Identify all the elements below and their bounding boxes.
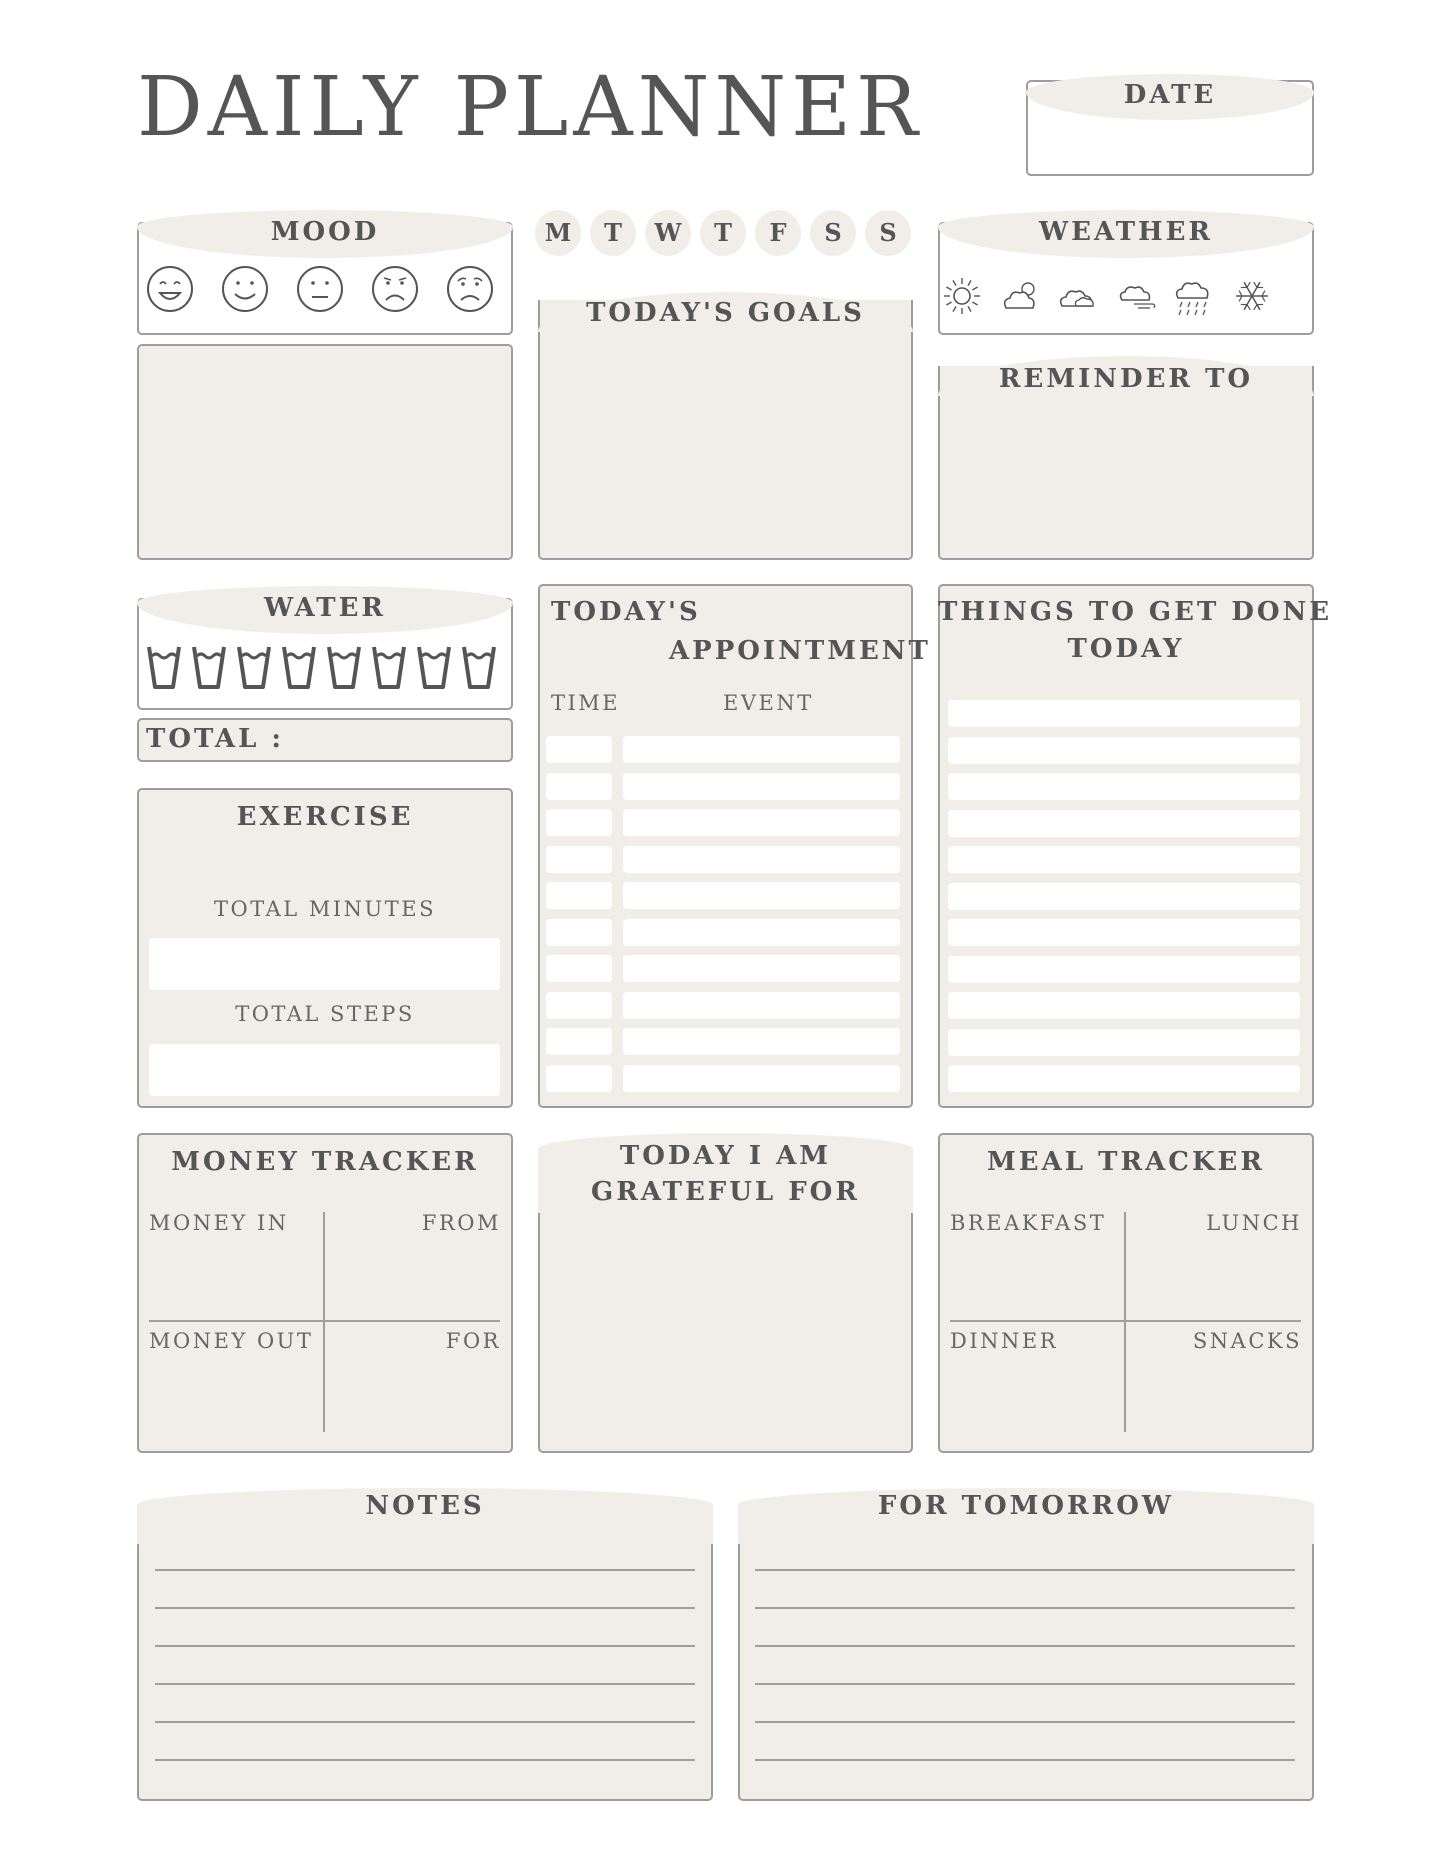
appointment-event-label: EVENT	[723, 691, 814, 715]
notes-ruled-line	[155, 1645, 695, 1647]
date-label: DATE	[1123, 80, 1217, 110]
money-divider-vertical	[323, 1212, 325, 1432]
appointment-label-line2: APPOINTMENT	[669, 636, 931, 666]
tomorrow-ruled-line	[755, 1683, 1295, 1685]
snowflake-icon[interactable]	[1230, 274, 1274, 322]
money-label: MONEY TRACKER	[171, 1147, 479, 1177]
appointment-event-field[interactable]	[623, 955, 900, 982]
appointment-time-field[interactable]	[546, 773, 612, 800]
appointment-time-field[interactable]	[546, 1065, 612, 1092]
day-toggle-1[interactable]: T	[590, 210, 636, 256]
water-total-label: TOTAL :	[146, 724, 285, 754]
appointment-event-field[interactable]	[623, 809, 900, 836]
appointment-event-field[interactable]	[623, 846, 900, 873]
appointment-time-field[interactable]	[546, 955, 612, 982]
windy-icon[interactable]	[1114, 274, 1158, 322]
appointment-time-field[interactable]	[546, 736, 612, 763]
day-toggle-0[interactable]: M	[535, 210, 581, 256]
reminder-label: REMINDER TO	[998, 364, 1254, 394]
exercise-label: EXERCISE	[236, 802, 414, 832]
appointment-event-field[interactable]	[623, 992, 900, 1019]
things-todo-field[interactable]	[948, 1065, 1300, 1092]
meal-dinner-label: DINNER	[950, 1329, 1059, 1353]
smiling-face-icon[interactable]	[221, 265, 271, 319]
water-glass-icon[interactable]	[281, 644, 317, 694]
meal-label: MEAL TRACKER	[987, 1147, 1265, 1177]
appointment-time-field[interactable]	[546, 882, 612, 909]
water-glass-icon[interactable]	[371, 644, 407, 694]
rain-icon[interactable]	[1172, 274, 1216, 322]
appointment-event-field[interactable]	[623, 1028, 900, 1055]
money-in-label: MONEY IN	[149, 1211, 289, 1235]
appointment-time-label: TIME	[551, 691, 621, 715]
appointment-time-field[interactable]	[546, 846, 612, 873]
tomorrow-ruled-line	[755, 1645, 1295, 1647]
money-for-label: FOR	[445, 1329, 501, 1353]
money-divider-horizontal	[149, 1320, 500, 1322]
things-todo-field[interactable]	[948, 1029, 1300, 1056]
appointment-time-field[interactable]	[546, 809, 612, 836]
appointment-event-field[interactable]	[623, 736, 900, 763]
meal-lunch-label: LUNCH	[1206, 1211, 1302, 1235]
day-toggle-4[interactable]: F	[755, 210, 801, 256]
appointment-event-field[interactable]	[623, 919, 900, 946]
things-todo-field[interactable]	[948, 919, 1300, 946]
money-out-label: MONEY OUT	[149, 1329, 314, 1353]
day-toggle-2[interactable]: W	[645, 210, 691, 256]
day-toggle-3[interactable]: T	[700, 210, 746, 256]
money-from-label: FROM	[421, 1211, 501, 1235]
grinning-face-icon[interactable]	[146, 265, 196, 319]
mood-notes-box[interactable]	[137, 344, 513, 560]
meal-divider-vertical	[1124, 1212, 1126, 1432]
things-todo-field[interactable]	[948, 883, 1300, 910]
things-todo-field[interactable]	[948, 773, 1300, 800]
water-glass-icon[interactable]	[191, 644, 227, 694]
tomorrow-ruled-line	[755, 1569, 1295, 1571]
mood-label: MOOD	[270, 217, 380, 247]
appointment-event-field[interactable]	[623, 882, 900, 909]
day-toggle-6[interactable]: S	[865, 210, 911, 256]
meal-divider-horizontal	[950, 1320, 1301, 1322]
partly-cloudy-icon[interactable]	[998, 274, 1042, 322]
water-label: WATER	[263, 593, 387, 623]
exercise-minutes-field[interactable]	[149, 938, 500, 990]
things-todo-field[interactable]	[948, 992, 1300, 1019]
sun-icon[interactable]	[940, 274, 984, 322]
notes-ruled-line	[155, 1721, 695, 1723]
neutral-face-icon[interactable]	[296, 265, 346, 319]
things-todo-field[interactable]	[948, 700, 1300, 727]
notes-ruled-line	[155, 1683, 695, 1685]
tomorrow-ruled-line	[755, 1607, 1295, 1609]
appointment-time-field[interactable]	[546, 992, 612, 1019]
water-glass-icon[interactable]	[461, 644, 497, 694]
goals-box[interactable]	[538, 300, 913, 560]
meal-breakfast-label: BREAKFAST	[950, 1211, 1107, 1235]
page-title: DAILY PLANNER	[137, 60, 923, 155]
things-label-line2: TODAY	[1067, 634, 1185, 664]
meal-snacks-label: SNACKS	[1192, 1329, 1302, 1353]
meal-box	[938, 1133, 1314, 1453]
tomorrow-label: FOR TOMORROW	[877, 1491, 1175, 1521]
cloudy-icon[interactable]	[1056, 274, 1100, 322]
notes-label: NOTES	[365, 1491, 485, 1521]
notes-ruled-line	[155, 1569, 695, 1571]
things-label-line1: THINGS TO GET DONE	[938, 597, 1333, 627]
tomorrow-ruled-line	[755, 1721, 1295, 1723]
day-toggle-5[interactable]: S	[810, 210, 856, 256]
water-glass-icon[interactable]	[236, 644, 272, 694]
sad-face-icon[interactable]	[446, 265, 496, 319]
exercise-steps-label: TOTAL STEPS	[235, 1002, 415, 1026]
things-todo-field[interactable]	[948, 956, 1300, 983]
weather-label: WEATHER	[1038, 217, 1214, 247]
things-todo-field[interactable]	[948, 737, 1300, 764]
grateful-label-line2: GRATEFUL FOR	[591, 1177, 860, 1207]
notes-ruled-line	[155, 1607, 695, 1609]
grateful-label-line1: TODAY I AM	[619, 1141, 832, 1171]
appointment-label-line1: TODAY'S	[551, 597, 701, 627]
notes-ruled-line	[155, 1759, 695, 1761]
things-todo-field[interactable]	[948, 810, 1300, 837]
appointment-time-field[interactable]	[546, 1028, 612, 1055]
water-glass-icon[interactable]	[326, 644, 362, 694]
frowning-face-icon[interactable]	[371, 265, 421, 319]
water-glass-icon[interactable]	[146, 644, 182, 694]
money-box	[137, 1133, 513, 1453]
tomorrow-ruled-line	[755, 1759, 1295, 1761]
exercise-minutes-label: TOTAL MINUTES	[214, 897, 436, 921]
appointment-event-field[interactable]	[623, 773, 900, 800]
water-glass-icon[interactable]	[416, 644, 452, 694]
appointment-time-field[interactable]	[546, 919, 612, 946]
things-todo-field[interactable]	[948, 846, 1300, 873]
goals-label: TODAY'S GOALS	[586, 298, 865, 328]
exercise-steps-field[interactable]	[149, 1044, 500, 1096]
appointment-event-field[interactable]	[623, 1065, 900, 1092]
